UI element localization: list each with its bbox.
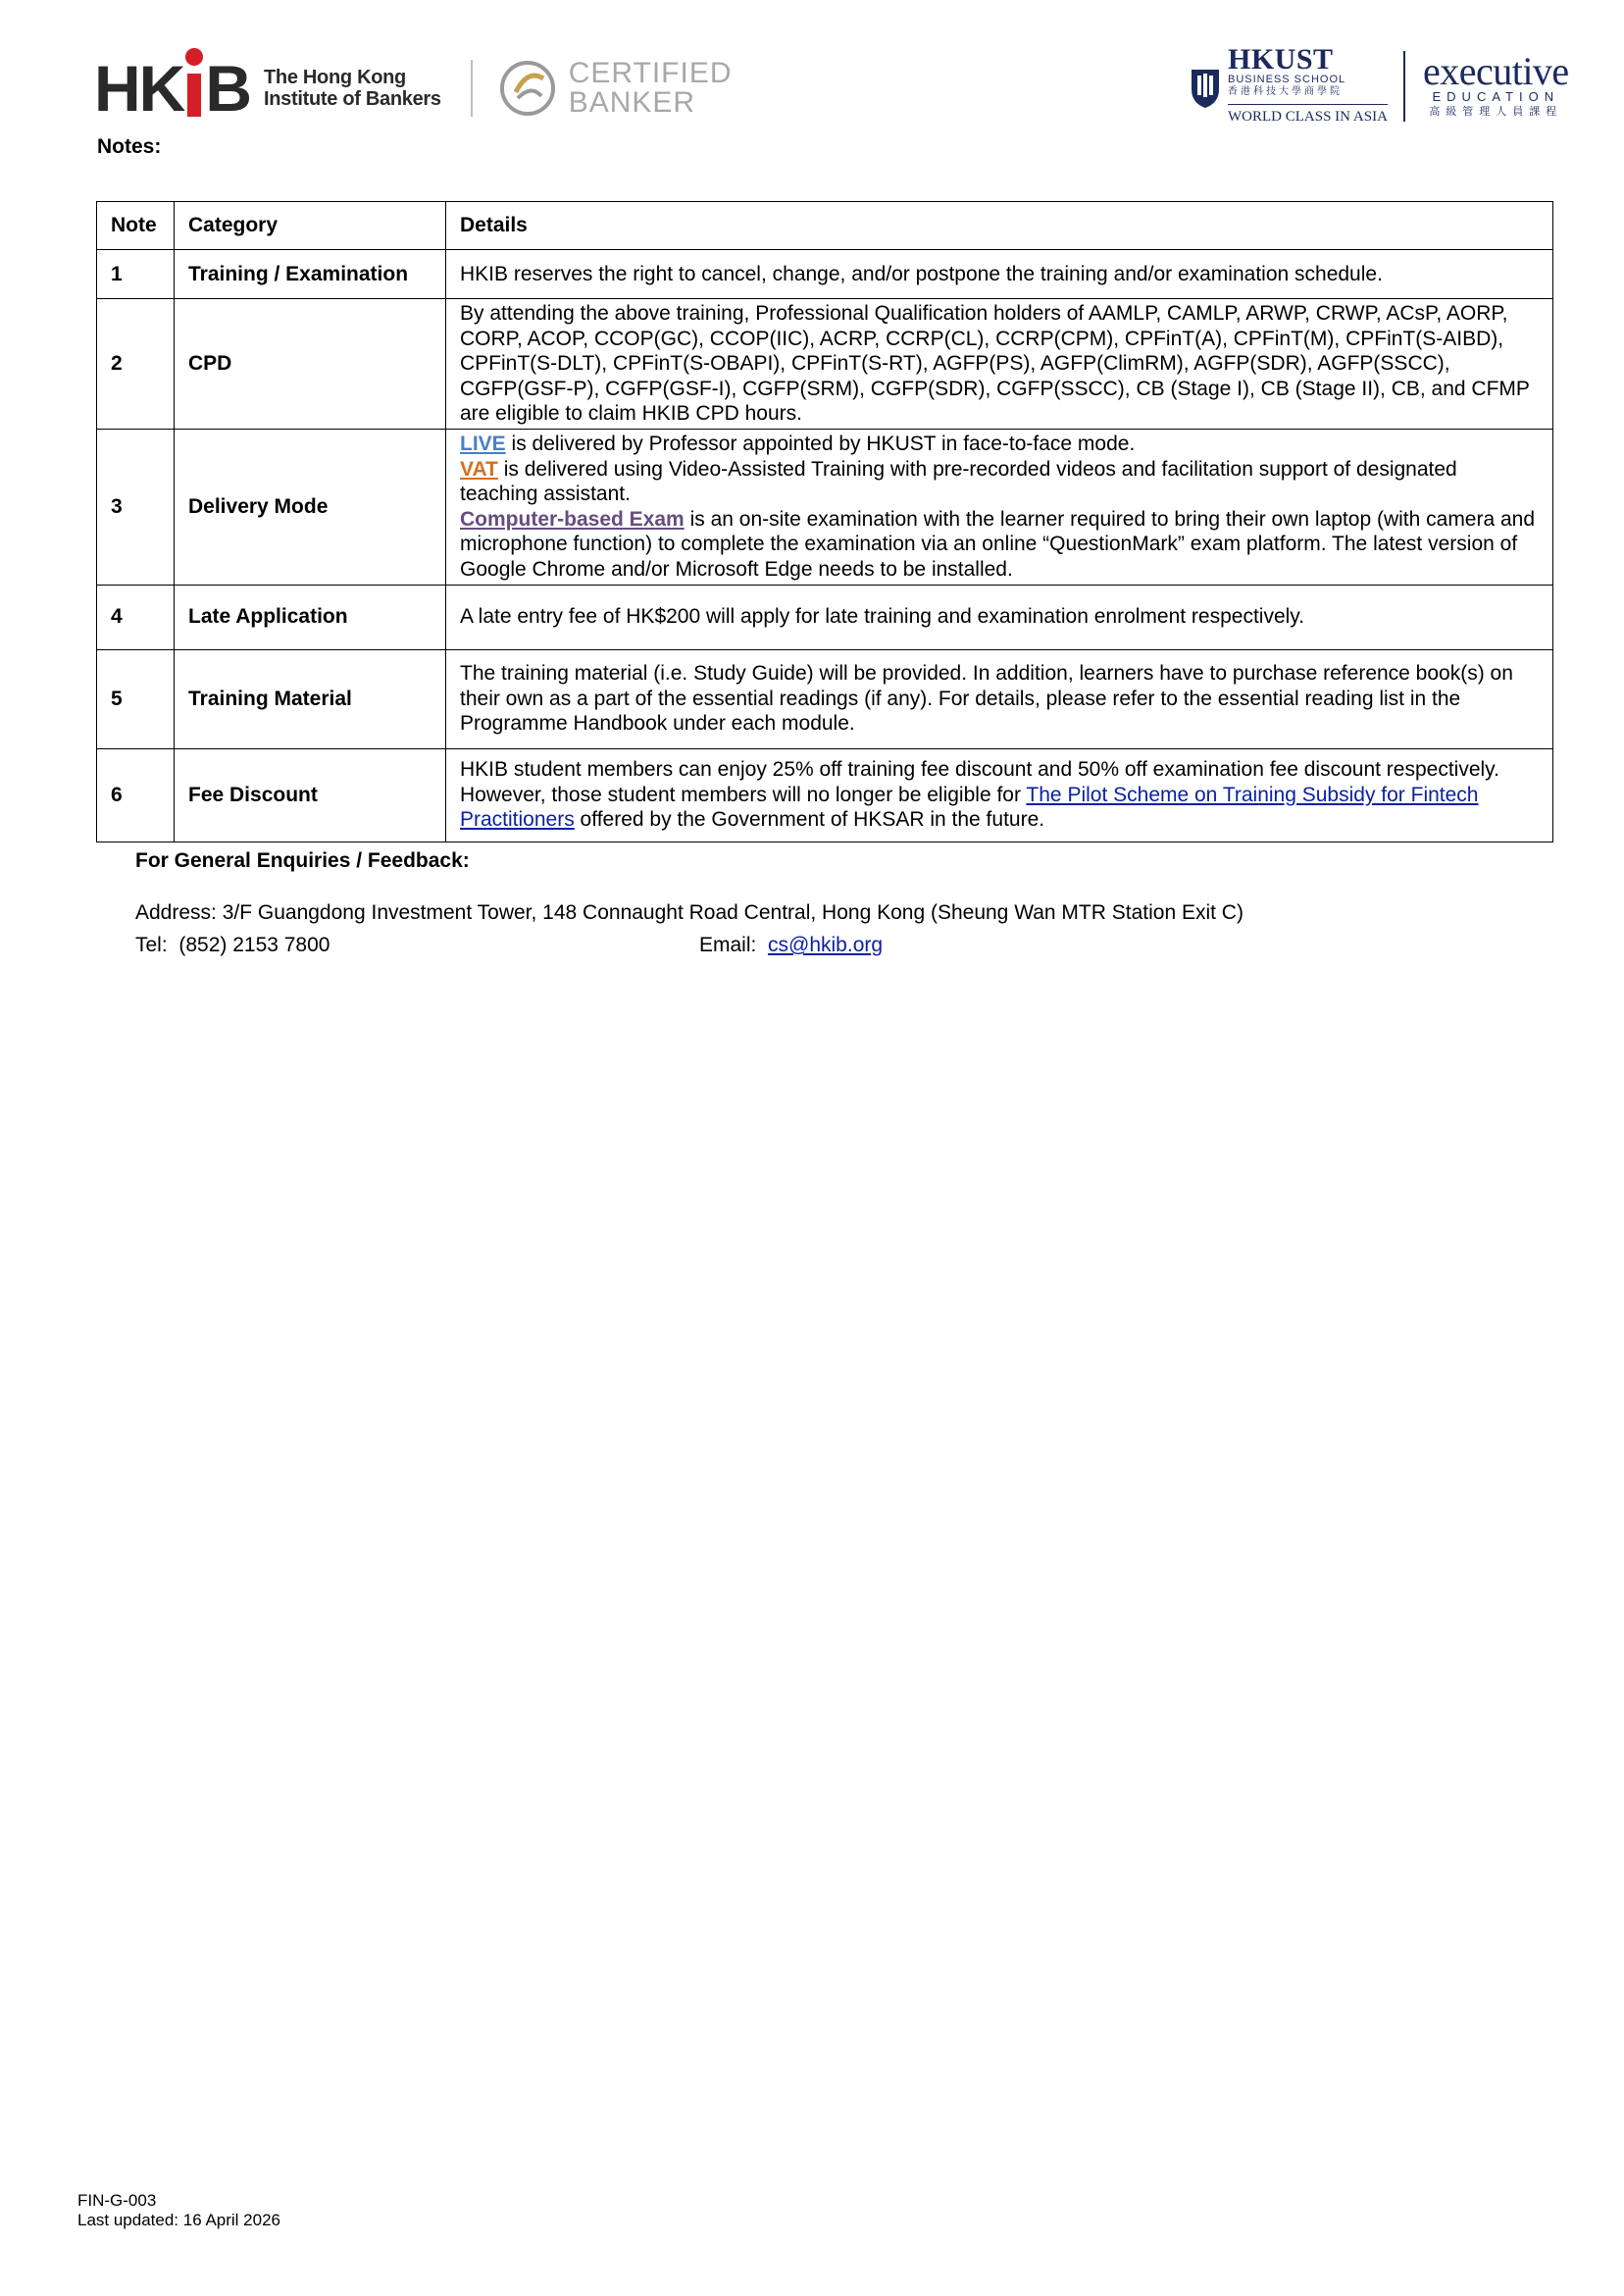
notes-table [96, 201, 1553, 842]
note-category: Delivery Mode [175, 429, 446, 585]
table-row [97, 748, 1553, 842]
note-number: 4 [97, 585, 175, 649]
header-category: Category [175, 202, 446, 250]
live-description [460, 432, 1539, 457]
cbe-description [460, 507, 1539, 583]
note-category: Training Material [175, 649, 446, 748]
hkib-logo [94, 49, 733, 128]
executive-chinese-name: 高級管理人員課程 [1429, 106, 1563, 118]
certified-banker-text [569, 59, 733, 118]
note-details: By attending the above training, Professional Qualification holders of AAMLP, CAMLP, ARWP, CRWP, ACsP, AORP, CORP, ACOP, CCOP(GC), CCOP(IIC), ACRP, CCRP(CL), CCRP(CPM), CPFinT(A), CPFinT(M), CPFinT(S-AIBD), CPFinT(S-DLT), CPFinT(S-OBAPI), CPFinT(S-RT), AGFP(PS), AGFP(ClimRM), AGFP(SDR), AGFP(SSCC), CGFP(GSF-P), CGFP(GSF-I), CGFP(SRM), CGFP(SDR), CGFP(SSCC), CB (Stage I), CB (Stage II), CB, and CFMP are eligible to claim HKIB CPD hours. [446, 299, 1553, 430]
education-subtitle: EDUCATION [1432, 89, 1560, 104]
certified-banker-emblem-icon [498, 59, 557, 118]
table-row [97, 250, 1553, 299]
note-category: CPD [175, 299, 446, 430]
hkust-title: HKUST [1228, 43, 1334, 76]
hkib-mark: HK B [94, 56, 250, 121]
executive-education-text [1422, 49, 1569, 119]
logo-divider [471, 60, 473, 117]
hkust-divider [1403, 51, 1405, 122]
table-row [97, 299, 1553, 430]
hkust-text [1228, 43, 1388, 127]
hkust-logo [1189, 45, 1569, 128]
note-category: Fee Discount [175, 748, 446, 842]
hkust-subtitle: BUSINESS SCHOOL [1228, 74, 1346, 85]
header-details: Details [446, 202, 1553, 250]
note-number: 5 [97, 649, 175, 748]
hkib-name-line1: The Hong Kong [264, 67, 406, 88]
note-number: 1 [97, 250, 175, 299]
banker-line: BANKER [568, 86, 696, 119]
note-number: 2 [97, 299, 175, 430]
executive-title: executive [1422, 49, 1569, 93]
table-header-row [97, 202, 1553, 250]
last-updated: Last updated: 16 April 2026 [77, 2211, 280, 2229]
cbe-text: is an on-site examination with the learner required to bring their own laptop (with camera and microphone function) to complete the examination via an online “QuestionMark” exam platform. The latest version of Google Chrome and/or Microsoft Edge needs to be installed. [460, 507, 1536, 581]
table-row [97, 649, 1553, 748]
note-number: 3 [97, 429, 175, 585]
hkust-tagline: WORLD CLASS IN ASIA [1228, 104, 1388, 127]
contact-email [699, 934, 883, 957]
note-category: Training / Examination [175, 250, 446, 299]
table-row [97, 585, 1553, 649]
email-link[interactable]: cs@hkib.org [768, 934, 884, 956]
footer [77, 2191, 280, 2230]
notes-heading: Notes: [97, 135, 162, 158]
certified-line: CERTIFIED [568, 57, 733, 89]
contact-address: Address: 3/F Guangdong Investment Tower, 148 Connaught Road Central, Hong Kong (Sheung Wan MTR Station Exit C) [135, 901, 1243, 924]
hkust-chinese-name: 香港科技大學商學院 [1228, 86, 1343, 97]
fee-discount-text-end: offered by the Government of HKSAR in the future. [574, 808, 1045, 832]
header-note: Note [97, 202, 175, 250]
email-label: Email: [699, 934, 769, 956]
document-code: FIN-G-003 [77, 2191, 157, 2210]
note-details: A late entry fee of HK$200 will apply for late training and examination enrolment respectively. [446, 585, 1553, 649]
fee-discount-text: HKIB student members can enjoy 25% off training fee discount and 50% off examination fee discount respectively. However, those student members will no longer be eligible for [460, 758, 1499, 806]
note-details: The training material (i.e. Study Guide) will be provided. In addition, learners have to purchase reference book(s) on their own as a part of the essential readings (if any). For details, please refer to the essential reading list in the Programme Handbook under each module. [446, 649, 1553, 748]
note-details [446, 429, 1553, 585]
vat-link[interactable]: VAT [460, 457, 498, 481]
vat-description [460, 457, 1539, 507]
hkib-name-line2: Institute of Bankers [264, 88, 441, 110]
computer-based-exam-link[interactable]: Computer-based Exam [460, 507, 685, 531]
hkust-crest-icon [1189, 64, 1222, 109]
note-details: HKIB reserves the right to cancel, change, and/or postpone the training and/or examination schedule. [446, 250, 1553, 299]
note-number: 6 [97, 748, 175, 842]
live-link[interactable]: LIVE [460, 433, 506, 455]
note-details [446, 748, 1553, 842]
note-category: Late Application [175, 585, 446, 649]
contact-tel: Tel: (852) 2153 7800 [135, 934, 330, 956]
live-text: is delivered by Professor appointed by HKUST in face-to-face mode. [505, 433, 1136, 455]
vat-text: is delivered using Video-Assisted Training with pre-recorded videos and facilitation support of designated teaching assistant. [460, 457, 1457, 505]
table-row [97, 429, 1553, 585]
hkib-name [264, 67, 441, 110]
enquiries-heading: For General Enquiries / Feedback: [135, 849, 470, 872]
pilot-scheme-link[interactable]: The Pilot Scheme on Training Subsidy for Fintech Practitioners [460, 783, 1479, 832]
